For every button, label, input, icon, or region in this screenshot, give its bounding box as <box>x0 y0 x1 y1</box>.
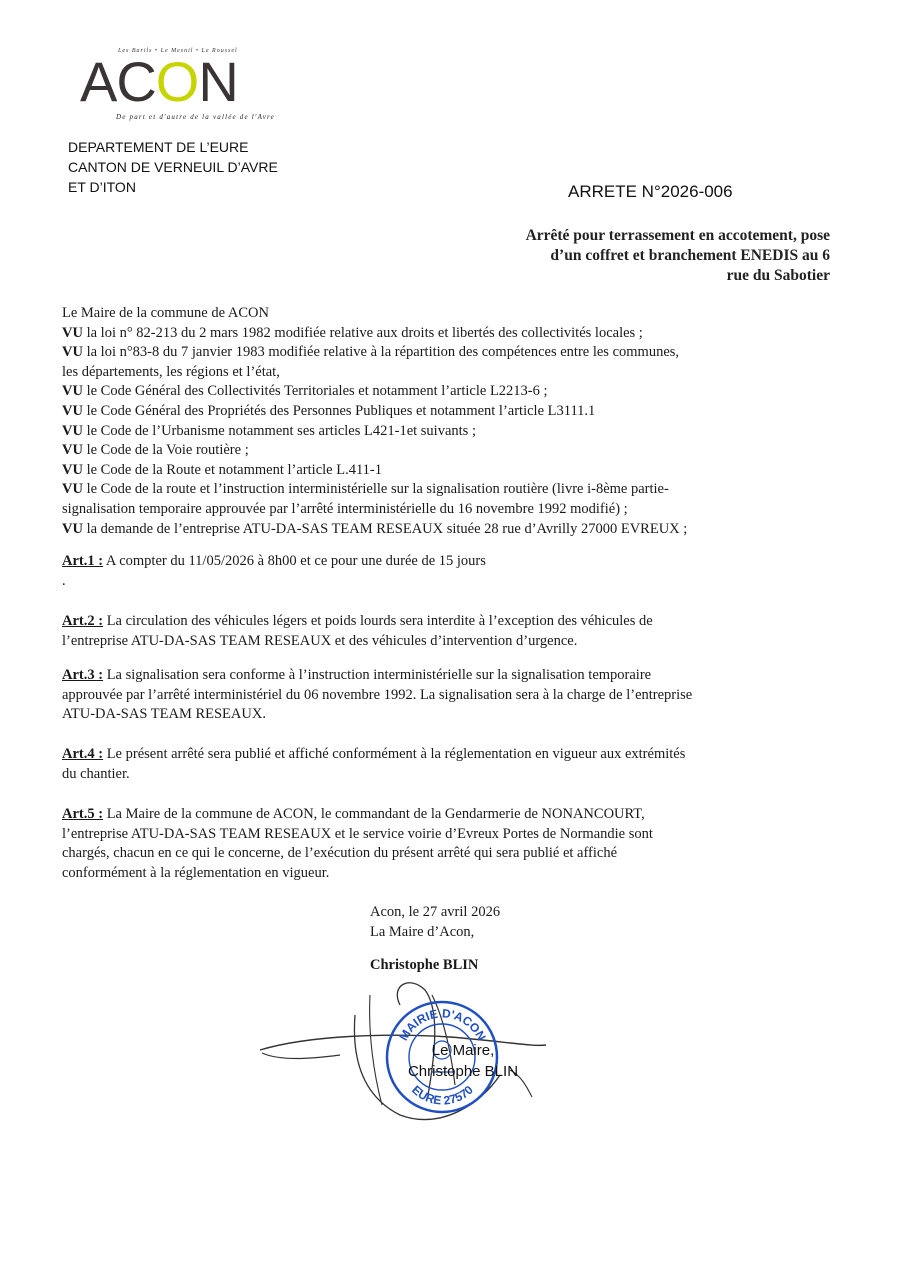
vu-text: le Code Général des Collectivités Territoriales et notamment l’article L2213-6 ; <box>86 383 548 400</box>
considerants-intro: Le Maire de la commune de ACON <box>62 305 269 321</box>
subject-line: Arrêté pour terrassement en accotement, pose <box>525 227 830 244</box>
vu-label: VU <box>62 481 83 498</box>
dept-line: ET D’ITON <box>68 179 136 195</box>
article-text: l’entreprise ATU-DA-SAS TEAM RESEAUX et le service voirie d’Evreux Portes de Normandie sont <box>62 825 653 842</box>
signer-name: Christophe BLIN <box>370 957 479 973</box>
article-line <box>62 805 842 825</box>
vu-line <box>62 363 852 383</box>
logo-word-ac: AC <box>80 50 156 113</box>
stamp-overlay-text <box>388 1040 538 1082</box>
article-label: Art.4 : <box>62 746 104 762</box>
acon-logo <box>80 48 290 126</box>
considerants <box>62 304 852 539</box>
vu-label: VU <box>62 324 83 341</box>
logo-word-n: N <box>198 50 238 113</box>
article-1 <box>62 552 842 591</box>
article-line <box>62 765 842 785</box>
vu-text: le Code de l’Urbanisme notamment ses articles L421-1et suivants ; <box>86 422 476 439</box>
article-3 <box>62 666 842 725</box>
vu-label: VU <box>62 520 83 537</box>
vu-label: VU <box>62 461 83 478</box>
vu-list <box>62 324 852 540</box>
vu-line <box>62 500 852 520</box>
vu-label: VU <box>62 344 83 361</box>
stamp-top-text: MAIRIE D'ACON <box>396 1006 489 1043</box>
article-label: Art.5 : <box>62 806 104 822</box>
arrete-subject <box>460 226 830 286</box>
article-label: Art.1 : <box>62 553 104 569</box>
vu-text: les départements, les régions et l’état, <box>62 363 280 380</box>
vu-label: VU <box>62 383 83 400</box>
vu-line <box>62 461 852 481</box>
logo-word-o: O <box>155 50 199 113</box>
vu-text: la demande de l’entreprise ATU-DA-SAS TEAM RESEAUX située 28 rue d’Avrilly 27000 EVREUX ; <box>86 520 688 537</box>
article-text: Le présent arrêté sera publié et affiché conformément à la réglementation en vigueur aux extrémités <box>106 746 686 762</box>
vu-line <box>62 480 852 500</box>
article-line <box>62 686 842 706</box>
article-text: approuvée par l’arrêté interministériel du 06 novembre 1992. La signalisation sera à la charge de l’entreprise <box>62 686 693 703</box>
article-label: Art.3 : <box>62 667 104 683</box>
dept-line: DEPARTEMENT DE L’EURE <box>68 139 249 155</box>
article-line <box>62 572 842 592</box>
svg-text:EURE 27570 <box>409 1083 476 1108</box>
logo-villages: Les Barils • Le Mesnil • Le Roussel <box>118 48 238 54</box>
logo-tagline: De part et d'autre de la vallée de l'Avre <box>116 113 275 121</box>
article-line <box>62 552 842 572</box>
article-line <box>62 745 842 765</box>
vu-label: VU <box>62 402 83 419</box>
stamp-overlay-line: Le Maire, <box>431 1042 495 1059</box>
article-text: La Maire de la commune de ACON, le commandant de la Gendarmerie de NONANCOURT, <box>106 806 645 822</box>
article-text: . <box>62 572 66 589</box>
article-text: La circulation des véhicules légers et poids lourds sera interdite à l’exception des véhicules de <box>106 613 653 629</box>
dept-line: CANTON DE VERNEUIL D’AVRE <box>68 159 278 175</box>
stamp-overlay-line: Christophe BLIN <box>407 1063 519 1080</box>
arrete-number: ARRETE N°2026-006 <box>568 182 733 201</box>
vu-text: le Code de la Route et notamment l’article L.411-1 <box>86 461 382 478</box>
signature-block <box>370 902 500 975</box>
article-text: ATU-DA-SAS TEAM RESEAUX. <box>62 706 266 723</box>
signer-role: La Maire d’Acon, <box>370 924 475 940</box>
article-5 <box>62 805 842 883</box>
article-4 <box>62 745 842 784</box>
article-text: La signalisation sera conforme à l’instruction interministérielle sur la signalisation temporaire <box>106 667 652 683</box>
subject-line: rue du Sabotier <box>726 267 830 284</box>
place-date: Acon, le 27 avril 2026 <box>370 904 501 920</box>
article-line <box>62 825 842 845</box>
vu-text: le Code de la route et l’instruction interministérielle sur la signalisation routière (livre i-8ème partie- <box>86 481 669 498</box>
vu-text: la loi n°83-8 du 7 janvier 1983 modifiée relative à la répartition des compétences entre les communes, <box>86 344 680 361</box>
article-label: Art.2 : <box>62 613 104 629</box>
vu-text: la loi n° 82-213 du 2 mars 1982 modifiée relative aux droits et libertés des collectivités locales ; <box>86 324 643 341</box>
vu-label: VU <box>62 442 83 459</box>
vu-line <box>62 441 852 461</box>
article-line <box>62 666 842 686</box>
article-line <box>62 844 842 864</box>
vu-line <box>62 402 852 422</box>
article-text: du chantier. <box>62 765 130 782</box>
stamp-bottom-text: EURE 27570 <box>409 1082 476 1108</box>
vu-text: le Code Général des Propriétés des Personnes Publiques et notamment l’article L3111.1 <box>86 402 596 419</box>
vu-label: VU <box>62 422 83 439</box>
subject-line: d’un coffret et branchement ENEDIS au 6 <box>550 247 830 264</box>
article-text: chargés, chacun en ce qui le concerne, de l’exécution du présent arrêté qui sera publié et affiché <box>62 845 618 862</box>
vu-line <box>62 343 852 363</box>
vu-text: le Code de la Voie routière ; <box>86 442 249 459</box>
vu-line <box>62 422 852 442</box>
vu-line <box>62 520 852 540</box>
vu-text: signalisation temporaire approuvée par l’arrêté interministérielle du 16 novembre 1992 modifié) ; <box>62 500 628 517</box>
article-2 <box>62 612 842 651</box>
vu-line <box>62 382 852 402</box>
article-line <box>62 632 842 652</box>
department-block <box>68 137 278 197</box>
article-line <box>62 864 842 884</box>
article-text: A compter du 11/05/2026 à 8h00 et ce pour une durée de 15 jours <box>105 553 486 569</box>
article-text: l’entreprise ATU-DA-SAS TEAM RESEAUX et des véhicules d’intervention d’urgence. <box>62 632 578 649</box>
article-text: conformément à la réglementation en vigueur. <box>62 864 330 881</box>
vu-line <box>62 324 852 344</box>
article-line <box>62 612 842 632</box>
article-line <box>62 705 842 725</box>
